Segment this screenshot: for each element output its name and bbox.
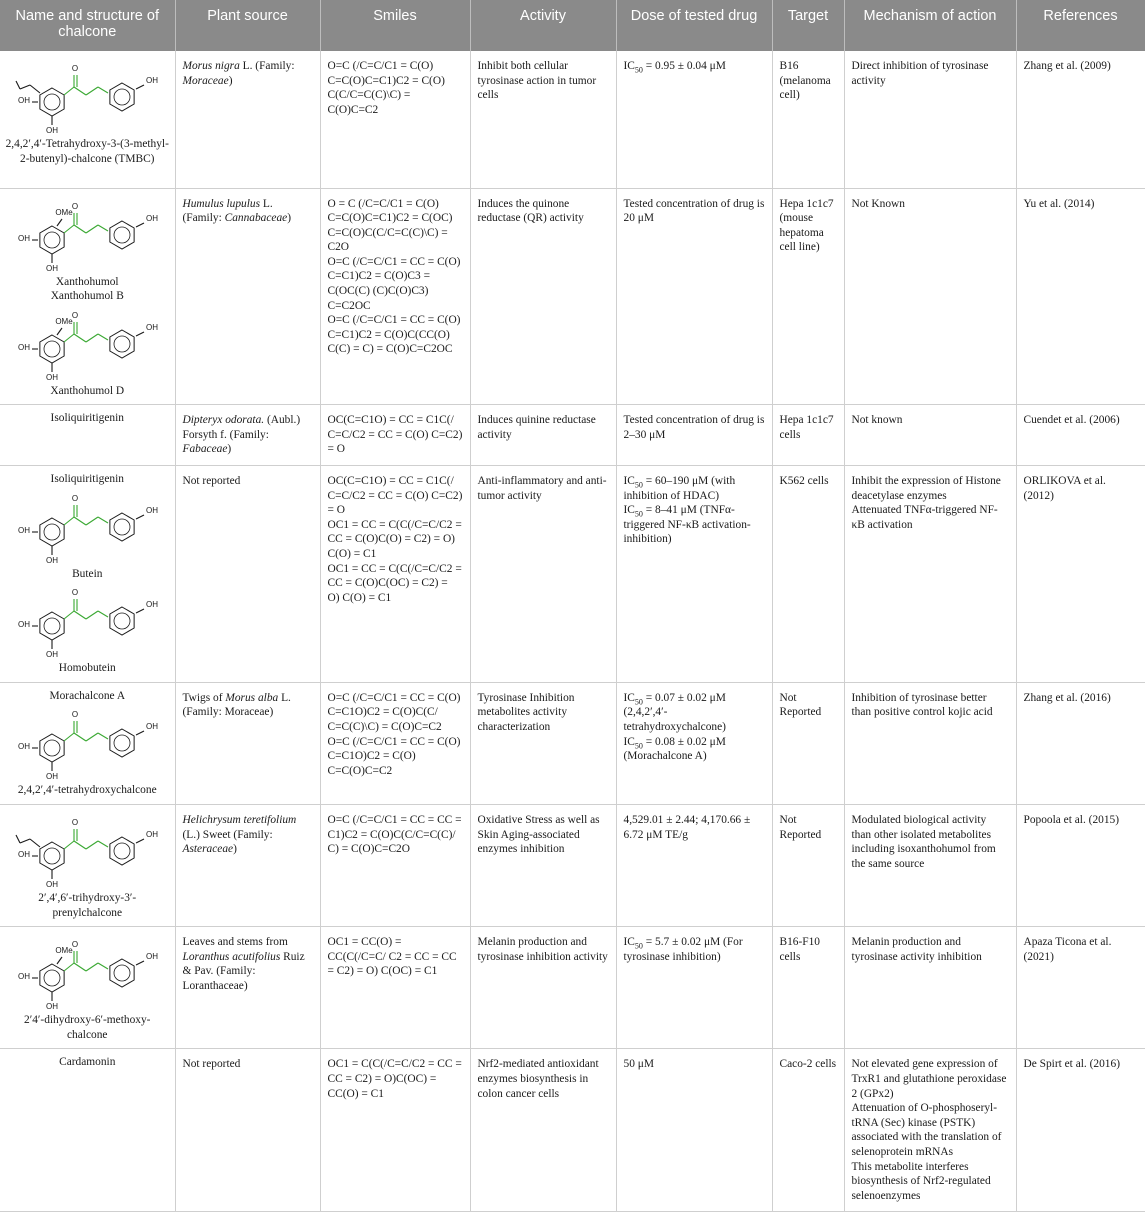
atom-label: OMe (55, 207, 73, 217)
mechanism-text: Melanin production and tyrosinase activity inhibition (851, 936, 982, 963)
dose-value: Tested concentration of drug is 20 μM (623, 197, 765, 225)
mechanism-cell (844, 188, 1016, 405)
target-cell: B16 (melanoma cell) (772, 51, 844, 188)
plant-source-tail: ) (233, 843, 237, 856)
aromatic-circle (114, 735, 130, 751)
target-cell: Not Reported (772, 805, 844, 927)
reference-cell: Zhang et al. (2009) (1016, 51, 1145, 188)
chalcone-name-cell (0, 51, 175, 188)
smiles-cell (320, 51, 470, 188)
bond (98, 517, 108, 523)
mechanism-text: Modulated biological activity than other isolated metabolites including isoxanthohumol from the same source (851, 814, 996, 870)
atom-label: OH (18, 342, 31, 352)
chalcone-structure-drawing (12, 487, 162, 567)
mechanism-text: Not Known (851, 197, 905, 210)
benzene-ring (110, 83, 134, 111)
col-header-plant-source: Plant source (175, 0, 320, 51)
bond (86, 733, 98, 741)
benzene-ring (40, 842, 64, 870)
bond (74, 611, 86, 619)
mechanism-text: This metabolite interferes biosynthesis of Nrf2-regulated selenoenzymes (851, 1160, 991, 1202)
plant-source-cell (175, 466, 320, 683)
atom-label: OH (18, 620, 31, 630)
atom-label: OH (146, 322, 159, 332)
dose-value: 4,529.01 ± 2.44; 4,170.66 ± 6.72 μM TE/g (623, 814, 751, 841)
plant-source-tail: ) (227, 443, 232, 456)
dose-cell (616, 682, 772, 804)
bond (136, 609, 144, 613)
bond (64, 841, 74, 849)
plant-species: Morus nigra (182, 60, 240, 72)
dose-cell (616, 51, 772, 188)
plant-source-tail: Ruiz & Pav. (Family: Loranthaceae) (182, 950, 305, 992)
benzene-ring (40, 88, 64, 116)
atom-label: OH (18, 850, 31, 860)
chalcone-name-cell (0, 682, 175, 804)
smiles-cell (320, 466, 470, 683)
activity-cell: Tyrosinase Inhibition metabolites activity characterization (470, 682, 616, 804)
chalcone-name: 2′4′-dihydroxy-6′-methoxy-chalcone (24, 1014, 151, 1041)
atom-label: OH (46, 880, 59, 890)
plant-source-tail: ) (228, 74, 233, 87)
reference-cell: Cuendet et al. (2006) (1016, 405, 1145, 466)
plant-family: Cannabaceae (224, 212, 288, 225)
bond (98, 841, 108, 847)
aromatic-circle (114, 227, 130, 243)
plant-family: Moraceae (182, 74, 229, 87)
plant-source-cell (175, 1049, 320, 1212)
atom-label: O (72, 940, 79, 950)
chalcone-name: 2,4,2′,4′-Tetrahydroxy-3-(3-methyl-2-butenyl)-chalcone (TMBC) (5, 138, 169, 165)
benzene-ring (110, 221, 134, 249)
aromatic-circle (114, 519, 130, 535)
benzene-ring (110, 837, 134, 865)
dose-value: $IC_{50} = 5.7 \pm 0.02$ μM (For tyrosinase inhibition) (623, 936, 743, 963)
col-header-references: References (1016, 0, 1145, 51)
aromatic-circle (44, 740, 60, 756)
target-cell: B16-F10 cells (772, 927, 844, 1049)
plant-source-cell (175, 405, 320, 466)
atom-label: OH (18, 525, 31, 535)
smiles-string: OC(C=C1O) = CC = C1C(/ C=C/C2 = CC = C(O) C=C2) = O (327, 414, 463, 456)
table-row (0, 1049, 1145, 1212)
smiles-string: OC1 = C(C(/C=C/C2 = CC = CC = C2) = O)C(OC) = CC(O) = C1 (327, 1058, 462, 1100)
smiles-string: OC1 = CC = C(C(/C=C/C2 = CC = C(O)C(O) = C2) = O) C(O) = C1 (327, 518, 462, 561)
benzene-ring (40, 335, 64, 363)
atom-label: OH (146, 600, 159, 610)
bond (74, 87, 86, 95)
benzene-ring (110, 513, 134, 541)
aromatic-circle (114, 336, 130, 352)
chalcone-name-cell (0, 466, 175, 683)
atom-label: OH (46, 650, 59, 660)
chalcone-name: Homobutein (58, 662, 116, 675)
col-header-dose: Dose of tested drug (616, 0, 772, 51)
plant-source-cell (175, 805, 320, 927)
plant-authority: L. (Family: (239, 60, 295, 72)
aromatic-circle (44, 970, 60, 986)
col-header-activity: Activity (470, 0, 616, 51)
plant-authority: (L.) Sweet (Family: (182, 828, 273, 841)
plant-authority: L. (Family: (182, 197, 273, 225)
bond (86, 225, 98, 233)
bond (30, 839, 40, 847)
atom-label: OH (46, 1002, 59, 1012)
mechanism-text: Not elevated gene expression of TrxR1 and glutathione peroxidase 2 (GPx2) (851, 1058, 1007, 1100)
bond (136, 839, 144, 843)
bond (136, 731, 144, 735)
atom-label: OH (18, 96, 31, 105)
smiles-cell (320, 927, 470, 1049)
bond (98, 225, 108, 231)
bond (64, 225, 74, 233)
benzene-ring (110, 729, 134, 757)
reference-cell: Apaza Ticona et al. (2021) (1016, 927, 1145, 1049)
bond (136, 332, 144, 336)
chalcone-name: Xanthohumol D (50, 384, 125, 397)
mechanism-text: Inhibition of tyrosinase better than positive control kojic acid (851, 691, 993, 719)
target-cell: K562 cells (772, 466, 844, 683)
bond (74, 963, 86, 971)
atom-label: OMe (55, 316, 73, 326)
aromatic-circle (44, 232, 60, 248)
plant-family: Morus alba (225, 691, 279, 704)
mechanism-cell (844, 51, 1016, 188)
aromatic-circle (114, 613, 130, 629)
chalcone-name: Morachalcone A (49, 689, 126, 702)
mechanism-cell (844, 405, 1016, 466)
plant-family: Fabaceae (182, 443, 228, 456)
chalcone-structure-drawing (12, 581, 162, 661)
atom-label: OH (146, 213, 159, 223)
smiles-string: O=C (/C=C/C1 = CC = C(O) C=C1O)C2 = C(O)C(C/ C=C(C)\C) = C(O)C=C2 (327, 691, 461, 734)
bond (98, 733, 108, 739)
header-row (0, 0, 1145, 51)
bond (86, 334, 98, 342)
benzene-ring (40, 226, 64, 254)
bond (30, 85, 40, 93)
col-header-target: Target (772, 0, 844, 51)
bond (136, 515, 144, 519)
atom-label: O (72, 588, 79, 598)
col-header-name: Name and structure of chalcone (0, 0, 175, 51)
target-cell: Not Reported (772, 682, 844, 804)
bond (136, 961, 144, 965)
plant-family: Loranthus acutifolius (182, 950, 281, 963)
mechanism-cell (844, 466, 1016, 683)
chalcone-structure-drawing (12, 933, 162, 1013)
aromatic-circle (44, 94, 60, 110)
smiles-string: O = C (/C=C/C1 = C(O) C=C(O)C=C1)C2 = C(OC) C=C(O)C(C/C=C(C)\C) = C2O (327, 197, 453, 254)
bond (86, 611, 98, 619)
bond (64, 334, 74, 342)
bond (64, 611, 74, 619)
bond (136, 85, 144, 89)
benzene-ring (40, 734, 64, 762)
smiles-cell (320, 405, 470, 466)
activity-cell: Anti-inflammatory and anti-tumor activity (470, 466, 616, 683)
atom-label: O (72, 201, 79, 211)
plant-source-tail: ) (287, 212, 292, 225)
dose-cell (616, 927, 772, 1049)
chalcone-name-cell (0, 927, 175, 1049)
aromatic-circle (44, 524, 60, 540)
table-row (0, 466, 1145, 683)
mechanism-text: Attenuation of O-phosphoseryl-tRNA (Sec) kinase (PSTK) associated with the translation of selenoprotein mRNAs (851, 1102, 1002, 1158)
target-cell: Hepa 1c1c7 cells (772, 405, 844, 466)
bond (20, 85, 30, 89)
reference-cell: ORLIKOVA et al. (2012) (1016, 466, 1145, 683)
atom-label: O (72, 310, 79, 320)
bond (74, 334, 86, 342)
smiles-string: OC(C=C1O) = CC = C1C(/ C=C/C2 = CC = C(O) C=C2) = O (327, 475, 463, 517)
dose-value: $IC_{50} = 8-41$ μM (TNFα-triggered NF-κB activation-inhibition) (623, 504, 751, 546)
atom-label: OMe (55, 946, 73, 956)
smiles-string: OC1 = CC(O) = CC(C(/C=C/ C2 = CC = CC = C2) = O) C(OC) = C1 (327, 936, 457, 978)
bond (20, 839, 30, 843)
plant-authority: Not reported (182, 1058, 241, 1071)
chalcone-name: Isoliquiritigenin (50, 412, 124, 425)
chalcone-name: Xanthohumol (55, 275, 119, 288)
atom-label: OH (46, 126, 59, 135)
atom-label: O (72, 64, 79, 73)
chalcone-name-cell (0, 1049, 175, 1212)
atom-label: OH (46, 372, 59, 382)
table-row (0, 682, 1145, 804)
smiles-string: O=C (/C=C/C1 = CC = C(O) C=C1)C2 = C(O)C(CC(O) C(C) = C) = C(O)C=C2OC (327, 314, 461, 356)
chalcone-structure-drawing (12, 703, 162, 783)
plant-source-cell (175, 51, 320, 188)
atom-label: OH (146, 76, 159, 85)
dose-cell (616, 405, 772, 466)
chalcone-structure-drawing (12, 304, 162, 384)
bond (86, 87, 98, 95)
plant-authority: Twigs of (182, 691, 226, 704)
plant-source-cell (175, 188, 320, 405)
plant-species: Dipteryx odorata. (182, 414, 265, 427)
atom-label: OH (146, 722, 159, 732)
reference-cell: De Spirt et al. (2016) (1016, 1049, 1145, 1212)
benzene-ring (110, 959, 134, 987)
target-cell: Hepa 1c1c7 (mouse hepatoma cell line) (772, 188, 844, 405)
chalcone-name: 2,4,2′,4′-tetrahydroxychalcone (17, 784, 157, 797)
mechanism-cell (844, 805, 1016, 927)
activity-cell: Inhibit both cellular tyrosinase action in tumor cells (470, 51, 616, 188)
chalcone-name: 2′,4′,6′-trihydroxy-3′-prenylchalcone (38, 892, 137, 919)
aromatic-circle (114, 89, 130, 105)
atom-label: OH (46, 772, 59, 782)
atom-label: O (72, 493, 79, 503)
bond (98, 611, 108, 617)
dose-value: $IC_{50} = 0.07 \pm 0.02$ μM (2,4,2′,4′-tetrahydroxychalcone) (623, 691, 726, 734)
col-header-mechanism: Mechanism of action (844, 0, 1016, 51)
atom-label: OH (46, 555, 59, 565)
mechanism-text: Not known (851, 414, 903, 427)
target-cell: Caco-2 cells (772, 1049, 844, 1212)
plant-source-cell (175, 682, 320, 804)
plant-source-cell (175, 927, 320, 1049)
aromatic-circle (44, 618, 60, 634)
bond (74, 733, 86, 741)
chalcone-name-cell (0, 405, 175, 466)
activity-cell: Oxidative Stress as well as Skin Aging-associated enzymes inhibition (470, 805, 616, 927)
table-row (0, 805, 1145, 927)
table-row (0, 405, 1145, 466)
aromatic-circle (114, 965, 130, 981)
benzene-ring (40, 612, 64, 640)
dose-value: 50 μM (623, 1058, 654, 1071)
table-row (0, 51, 1145, 188)
chalcone-name-cell (0, 188, 175, 405)
smiles-cell (320, 682, 470, 804)
bond (86, 517, 98, 525)
plant-authority: (Aubl.) Forsyth f. (Family: (182, 414, 301, 441)
aromatic-circle (44, 848, 60, 864)
bond (86, 963, 98, 971)
atom-label: OH (18, 742, 31, 752)
bond (57, 219, 62, 226)
smiles-cell (320, 1049, 470, 1212)
smiles-string: O=C (/C=C/C1 = CC = CC = C1)C2 = C(O)C(C/C=C(C)/ C) = C(O)C=C2O (327, 814, 462, 856)
bond (57, 328, 62, 335)
mechanism-text: Inhibit the expression of Histone deacetylase enzymes (851, 475, 1001, 502)
mechanism-cell (844, 682, 1016, 804)
atom-label: OH (146, 830, 159, 840)
bond (74, 517, 86, 525)
mechanism-text: Direct inhibition of tyrosinase activity (851, 60, 989, 87)
aromatic-circle (114, 843, 130, 859)
reference-cell: Yu et al. (2014) (1016, 188, 1145, 405)
mechanism-cell (844, 1049, 1016, 1212)
bond (74, 225, 86, 233)
atom-label: O (72, 818, 79, 828)
plant-species: Humulus lupulus (182, 197, 261, 210)
bond (74, 841, 86, 849)
mechanism-text: Attenuated TNFα-triggered NF-κB activation (851, 504, 998, 531)
smiles-string: O=C (/C=C/C1 = C(O) C=C(O)C=C1)C2 = C(O) C(C/C=C(C)\C) = C(O)C=C2 (327, 60, 445, 116)
atom-label: OH (18, 972, 31, 982)
chalcone-name: Butein (72, 567, 103, 580)
smiles-string: O=C (/C=C/C1 = CC = C(O) C=C1O)C2 = C(O) C=C(O)C=C2 (327, 735, 461, 777)
atom-label: OH (18, 233, 31, 243)
dose-value: $IC_{50} = 0.08 \pm 0.02$ μM (Morachalcone A) (623, 735, 726, 763)
bond (86, 841, 98, 849)
aromatic-circle (44, 341, 60, 357)
atom-label: OH (46, 263, 59, 273)
bond (64, 87, 74, 95)
col-header-smiles: Smiles (320, 0, 470, 51)
bond (57, 957, 62, 964)
smiles-string: OC1 = CC = C(C(/C=C/C2 = CC = C(O)C(OC) = C2) = O) C(O) = C1 (327, 562, 462, 604)
reference-cell: Popoola et al. (2015) (1016, 805, 1145, 927)
plant-source-tail: L. (Family: Moraceae) (182, 691, 291, 719)
benzene-ring (110, 607, 134, 635)
dose-value: $IC_{50} = 0.95 \pm 0.04$ μM (623, 60, 726, 75)
activity-cell: Nrf2-mediated antioxidant enzymes biosynthesis in colon cancer cells (470, 1049, 616, 1212)
chalcone-name: Xanthohumol B (50, 290, 124, 303)
chalcone-structure-drawing (12, 195, 162, 275)
table-row (0, 188, 1145, 405)
benzene-ring (40, 964, 64, 992)
bond (98, 334, 108, 340)
dose-cell (616, 188, 772, 405)
bond (64, 733, 74, 741)
bond (64, 963, 74, 971)
plant-family: Asteraceae (182, 843, 234, 856)
atom-label: OH (146, 505, 159, 515)
plant-species: Helichrysum teretifolium (182, 814, 297, 827)
plant-authority: Leaves and stems from (182, 936, 288, 949)
plant-authority: Not reported (182, 475, 241, 488)
bond (64, 517, 74, 525)
activity-cell: Induces quinine reductase activity (470, 405, 616, 466)
chalcone-structure-drawing (12, 811, 162, 891)
benzene-ring (110, 330, 134, 358)
bond (16, 81, 20, 89)
activity-cell: Induces the quinone reductase (QR) activity (470, 188, 616, 405)
chalcone-name: Isoliquiritigenin (50, 473, 124, 486)
bond (98, 87, 108, 93)
smiles-string: O=C (/C=C/C1 = CC = C(O) C=C1)C2 = C(O)C3 = C(OC(C) (C)C(O)C3) C=C2OC (327, 255, 461, 312)
bond (16, 835, 20, 843)
table-row (0, 927, 1145, 1049)
bond (98, 963, 108, 969)
atom-label: OH (146, 952, 159, 962)
smiles-cell (320, 188, 470, 405)
chalcone-name: Cardamonin (59, 1056, 116, 1069)
chalcone-structure-drawing (12, 57, 162, 137)
reference-cell: Zhang et al. (2016) (1016, 682, 1145, 804)
activity-cell: Melanin production and tyrosinase inhibition activity (470, 927, 616, 1049)
bond (136, 223, 144, 227)
chalcone-name-cell (0, 805, 175, 927)
atom-label: O (72, 710, 79, 720)
benzene-ring (40, 518, 64, 546)
mechanism-cell (844, 927, 1016, 1049)
dose-cell (616, 1049, 772, 1212)
dose-cell (616, 805, 772, 927)
dose-cell (616, 466, 772, 683)
dose-value: $IC_{50} = 60-190$ μM (with inhibition of HDAC) (623, 475, 736, 502)
dose-value: Tested concentration of drug is 2–30 μM (623, 414, 765, 441)
smiles-cell (320, 805, 470, 927)
